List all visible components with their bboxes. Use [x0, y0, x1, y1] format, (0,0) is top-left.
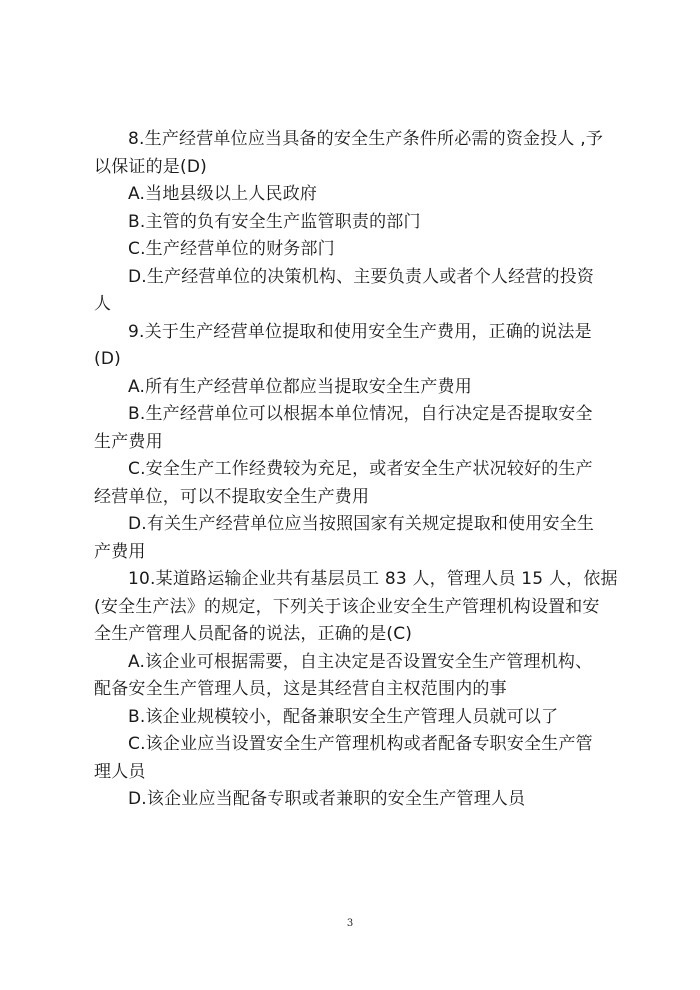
question-8-stem-line-1: 8.生产经营单位应当具备的安全生产条件所必需的资金投人 ,予: [128, 129, 604, 149]
question-9-option-b-line-1: B.生产经营单位可以根据本单位情况，自行决定是否提取安全: [128, 404, 593, 424]
question-9-option-b-line-2: 生产费用: [94, 431, 163, 452]
question-8-option-a: A.当地县级以上人民政府: [128, 184, 318, 204]
question-10-option-b: B.该企业规模较小，配备兼职安全生产管理人员就可以了: [128, 706, 559, 727]
question-8-stem-line-2: 以保证的是(D): [94, 156, 207, 177]
question-9-option-a: A.所有生产经营单位都应当提取安全生产费用: [128, 376, 472, 397]
question-9-option-d-line-2: 产费用: [94, 541, 146, 562]
question-9-option-d-line-1: D.有关生产经营单位应当按照国家有关规定提取和使用安全生: [128, 514, 595, 534]
question-10-option-a-line-2: 配备安全生产管理人员，这是其经营自主权范围内的事: [94, 679, 507, 699]
page-number: 3: [346, 918, 354, 929]
question-9-stem-line-2: (D): [94, 349, 121, 369]
question-10-option-d: D.该企业应当配备专职或者兼职的安全生产管理人员: [128, 789, 526, 809]
question-10-stem-line-2: (安全生产法》的规定，下列关于该企业安全生产管理机构设置和安: [94, 596, 600, 617]
question-9-stem-line-1: 9.关于生产经营单位提取和使用安全生产费用，正确的说法是: [128, 321, 592, 342]
question-8-option-d-line-2: 人: [94, 294, 112, 314]
question-9-option-c-line-1: C.安全生产工作经费较为充足，或者安全生产状况较好的生产: [128, 459, 593, 479]
question-10-stem-line-1: 10.某道路运输企业共有基层员工 83 人，管理人员 15 人，依据: [128, 569, 618, 589]
question-10-option-a-line-1: A.该企业可根据需要，自主决定是否设置安全生产管理机构、: [128, 651, 593, 672]
question-10-option-c-line-1: C.该企业应当设置安全生产管理机构或者配备专职安全生产管: [128, 734, 593, 754]
question-9-option-c-line-2: 经营单位，可以不提取安全生产费用: [94, 486, 370, 507]
question-8-option-d-line-1: D.生产经营单位的决策机构、主要负责人或者个人经营的投资: [128, 266, 595, 287]
question-10-option-c-line-2: 理人员: [94, 761, 146, 782]
document-body: [94, 126, 618, 814]
question-10-stem-line-3: 全生产管理人员配备的说法，正确的是(C): [94, 624, 413, 644]
question-8-option-c: C.生产经营单位的财务部门: [128, 239, 335, 259]
question-8-option-b: B.主管的负有安全生产监管职责的部门: [128, 211, 421, 232]
